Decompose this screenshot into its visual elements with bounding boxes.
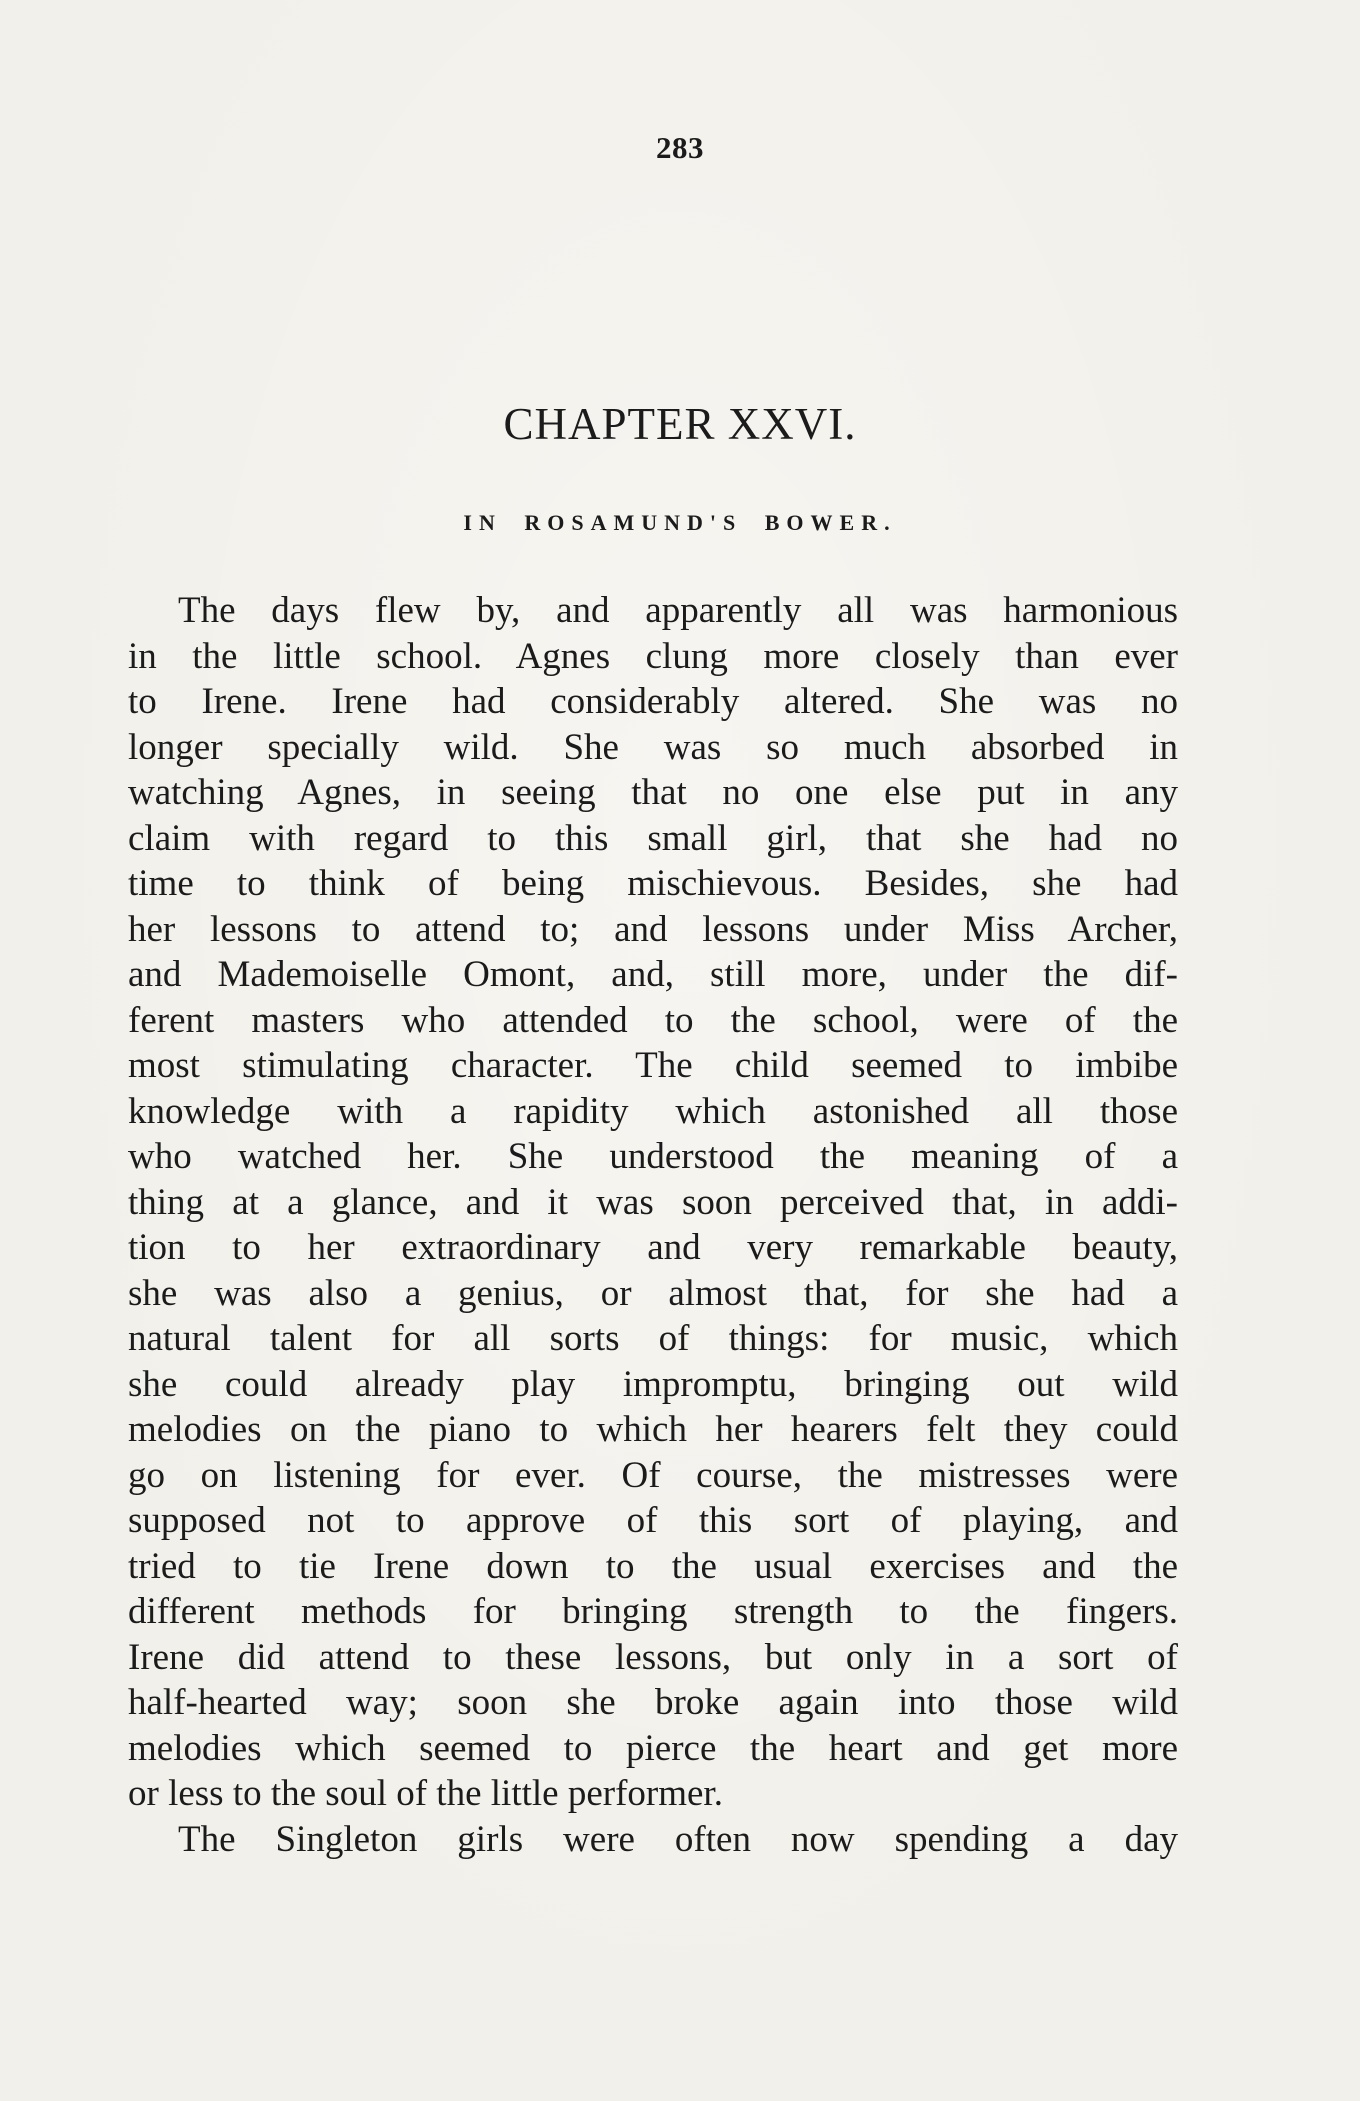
text-line: longer specially wild. She was so much absorbed in <box>128 726 1178 768</box>
text-line: melodies which seemed to pierce the heart and get more <box>128 1727 1178 1769</box>
text-line: tried to tie Irene down to the usual exercises and the <box>128 1545 1178 1587</box>
text-line: knowledge with a rapidity which astonished all those <box>128 1090 1178 1132</box>
text-line: tion to her extraordinary and very remarkable beauty, <box>128 1227 1178 1268</box>
text-line: Irene did attend to these lessons, but only in a sort of <box>128 1636 1178 1678</box>
text-line: half-hearted way; soon she broke again into those wild <box>128 1682 1178 1723</box>
page-number: 283 <box>656 130 704 165</box>
text-line: The days flew by, and apparently all was harmonious <box>178 590 1178 631</box>
text-line: in the little school. Agnes clung more closely than ever <box>128 635 1178 677</box>
text-line: watching Agnes, in seeing that no one else put in any <box>128 772 1178 813</box>
text-line: go on listening for ever. Of course, the mistresses were <box>128 1454 1178 1496</box>
text-line: thing at a glance, and it was soon perceived that, in addi- <box>128 1181 1178 1223</box>
text-line: claim with regard to this small girl, that she had no <box>128 817 1178 859</box>
chapter-subtitle: IN ROSAMUND'S BOWER. <box>463 510 897 535</box>
text-line: to Irene. Irene had considerably altered. She was no <box>128 681 1178 722</box>
paragraph <box>128 588 1178 1817</box>
text-line: her lessons to attend to; and lessons under Miss Archer, <box>128 908 1178 950</box>
text-line: and Mademoiselle Omont, and, still more, under the dif- <box>128 954 1178 995</box>
text-line: ferent masters who attended to the school, were of the <box>128 999 1178 1041</box>
text-line: she was also a genius, or almost that, for she had a <box>128 1272 1178 1314</box>
text-line: time to think of being mischievous. Besides, she had <box>128 863 1178 904</box>
text-line: or less to the soul of the little performer. <box>128 1773 723 1814</box>
text-line: she could already play impromptu, bringing out wild <box>128 1363 1178 1405</box>
text-line: who watched her. She understood the meaning of a <box>128 1136 1178 1177</box>
text-line: different methods for bringing strength to the fingers. <box>128 1591 1178 1632</box>
text-line: The Singleton girls were often now spending a day <box>178 1818 1178 1860</box>
text-line: melodies on the piano to which her hearers felt they could <box>128 1409 1178 1450</box>
chapter-title: CHAPTER XXVI. <box>503 399 857 449</box>
paragraph <box>128 1817 1178 1863</box>
body-text <box>128 588 1178 1862</box>
text-line: most stimulating character. The child seemed to imbibe <box>128 1045 1178 1086</box>
text-line: natural talent for all sorts of things: for music, which <box>128 1318 1178 1359</box>
text-line: supposed not to approve of this sort of playing, and <box>128 1500 1178 1541</box>
